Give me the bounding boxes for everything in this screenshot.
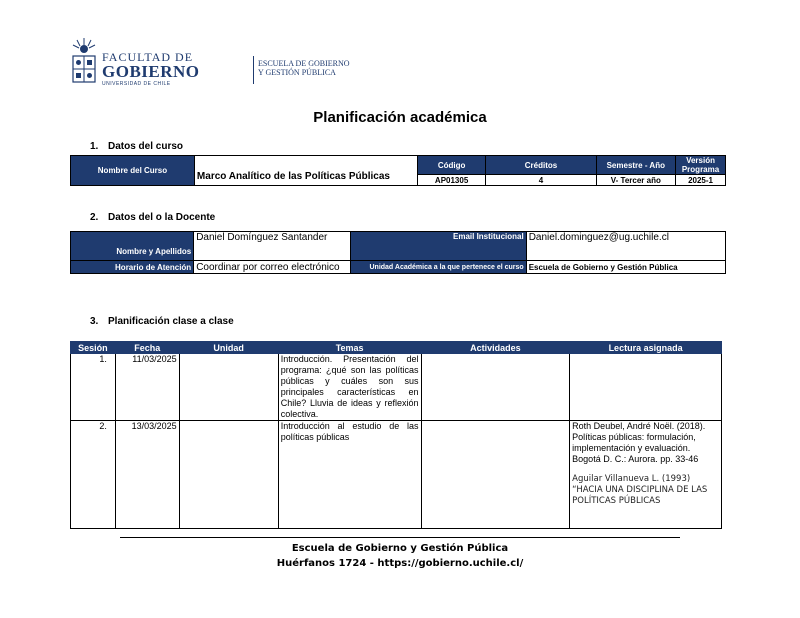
logo-school-name: [258, 59, 350, 77]
school-line1: ESCUELA DE GOBIERNO: [258, 59, 350, 68]
logo-line1: FACULTAD DE: [102, 50, 194, 64]
course-name: Marco Analítico de las Políticas Públicas: [194, 156, 417, 186]
course-version: 2025-1: [676, 175, 726, 186]
logo-divider: [253, 56, 254, 84]
hours-label: Horario de Atención: [71, 261, 194, 274]
section3-title: Planificación clase a clase: [108, 316, 234, 327]
session-number: 1.: [71, 354, 116, 421]
unit-label: Unidad Académica a la que pertenece el curso: [351, 261, 526, 274]
course-data-table: [70, 155, 726, 186]
column-header: Sesión: [71, 342, 116, 354]
session-number: 2.: [71, 421, 116, 529]
section2-number: 2.: [90, 212, 99, 223]
session-reading: [570, 421, 722, 529]
column-header: Actividades: [421, 342, 570, 354]
footer-school: Escuela de Gobierno y Gestión Pública: [291, 543, 509, 554]
reading-primary: Roth Deubel, André Noël. (2018). Políticas públicas: formulación, implementación y evaluación. Bogotá D. C.: Aurora. pp. 33-46: [572, 421, 706, 464]
university-seal-icon: [70, 36, 98, 86]
section3-number: 3.: [90, 316, 99, 327]
section3-heading: [90, 316, 234, 327]
teacher-name-label: Nombre y Apellidos: [71, 232, 194, 261]
teacher-email: Daniel.dominguez@ug.uchile.cl: [526, 232, 725, 261]
session-date: 13/03/2025: [115, 421, 179, 529]
teacher-name: Daniel Domínguez Santander: [194, 232, 351, 261]
section2-heading: [90, 212, 215, 223]
session-unit: [179, 354, 278, 421]
session-activities: [421, 354, 570, 421]
logo-line2: GOBIERNO: [102, 62, 200, 81]
session-topics: Introducción. Presentación del programa: ¿qué son las políticas públicas y cuáles son sus principales características en Chile? Lluvia de ideas y reflexión colectiva.: [278, 354, 421, 421]
footer-divider: [120, 537, 680, 538]
column-header: Temas: [278, 342, 421, 354]
email-label: Email Institucional: [351, 232, 526, 261]
footer-address: Huérfanos 1724 - https://gobierno.uchile.cl/: [276, 558, 524, 569]
section1-title: Datos del curso: [108, 141, 184, 152]
class-schedule-table: [70, 341, 722, 529]
credits-label: Créditos: [486, 156, 596, 175]
schedule-header-row: [71, 342, 722, 354]
school-line2: Y GESTIÓN PÚBLICA: [258, 68, 336, 77]
column-header: Unidad: [179, 342, 278, 354]
academic-unit: Escuela de Gobierno y Gestión Pública: [526, 261, 725, 274]
course-semester: V- Tercer año: [596, 175, 676, 186]
session-date: 11/03/2025: [115, 354, 179, 421]
teacher-data-table: [70, 231, 726, 274]
table-row: [71, 354, 722, 421]
logo-line3: UNIVERSIDAD DE CHILE: [102, 81, 171, 87]
column-header: Fecha: [115, 342, 179, 354]
reading-secondary: Aguilar Villanueva L. (1993) “HACIA UNA DISCIPLINA DE LAS POLÍTICAS PÚBLICAS: [572, 474, 708, 506]
section1-number: 1.: [90, 141, 99, 152]
version-label: Versión Programa: [676, 156, 726, 175]
code-label: Código: [417, 156, 486, 175]
session-topics: Introducción al estudio de las políticas públicas: [278, 421, 421, 529]
course-name-label: Nombre del Curso: [71, 156, 195, 186]
course-credits: 4: [486, 175, 596, 186]
session-reading: [570, 354, 722, 421]
table-row: [71, 421, 722, 529]
session-unit: [179, 421, 278, 529]
section2-title: Datos del o la Docente: [108, 212, 216, 223]
office-hours: Coordinar por correo electrónico: [194, 261, 351, 274]
section1-heading: [90, 141, 183, 152]
course-code: AP01305: [417, 175, 486, 186]
session-activities: [421, 421, 570, 529]
semester-label: Semestre - Año: [596, 156, 676, 175]
page-title: Planificación académica: [313, 109, 487, 126]
faculty-logo: [70, 36, 350, 88]
column-header: Lectura asignada: [570, 342, 722, 354]
